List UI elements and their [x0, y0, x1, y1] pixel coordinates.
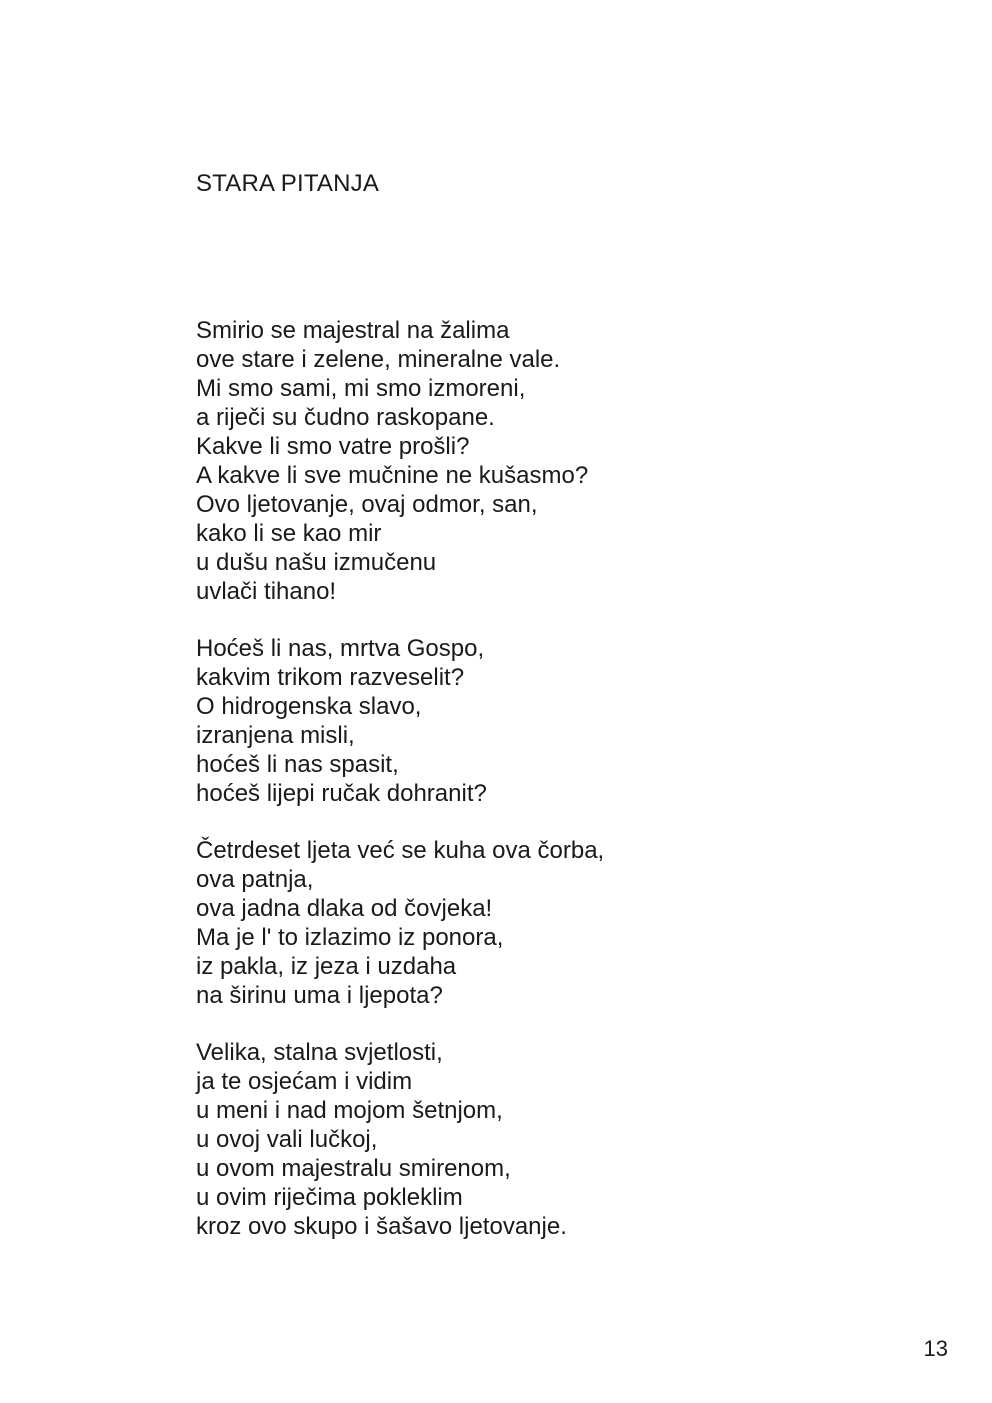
poem-line: ove stare i zelene, mineralne vale. — [196, 346, 561, 373]
poem-line: Velika, stalna svjetlosti, — [196, 1039, 443, 1066]
poem-line: u ovom majestralu smirenom, — [196, 1155, 511, 1182]
poem-line: hoćeš lijepi ručak dohranit? — [196, 780, 487, 807]
poem-line: Kakve li smo vatre prošli? — [196, 433, 470, 460]
stanza-1 — [196, 316, 836, 606]
poem-body — [196, 316, 836, 1269]
poem-line: Mi smo sami, mi smo izmoreni, — [196, 375, 526, 402]
poem-line: ja te osjećam i vidim — [196, 1068, 413, 1095]
poem-title: STARA PITANJA — [196, 170, 380, 197]
poem-line: kakvim trikom razveselit? — [196, 664, 465, 691]
poem-line: u meni i nad mojom šetnjom, — [196, 1097, 503, 1124]
poem-line: na širinu uma i ljepota? — [196, 982, 443, 1009]
poem-line: Četrdeset ljeta već se kuha ova čorba, — [196, 837, 605, 864]
poem-line: kroz ovo skupo i šašavo ljetovanje. — [196, 1213, 567, 1240]
poem-line: A kakve li sve mučnine ne kušasmo? — [196, 462, 589, 489]
poem-line: Ma je l' to izlazimo iz ponora, — [196, 924, 504, 951]
stanza-4 — [196, 1038, 836, 1241]
poem-line: izranjena misli, — [196, 722, 355, 749]
poem-line: ova patnja, — [196, 866, 314, 893]
poem-line: Ovo ljetovanje, ovaj odmor, san, — [196, 491, 538, 518]
poem-line: a riječi su čudno raskopane. — [196, 404, 495, 431]
poem-line: O hidrogenska slavo, — [196, 693, 422, 720]
poem-line: hoćeš li nas spasit, — [196, 751, 399, 778]
poem-line: iz pakla, iz jeza i uzdaha — [196, 953, 457, 980]
stanza-3 — [196, 836, 836, 1010]
poem-line: u ovoj vali lučkoj, — [196, 1126, 378, 1153]
poem-line: ova jadna dlaka od čovjeka! — [196, 895, 493, 922]
poem-line: Smirio se majestral na žalima — [196, 317, 510, 344]
stanza-2 — [196, 634, 836, 808]
poem-line: Hoćeš li nas, mrtva Gospo, — [196, 635, 485, 662]
poem-line: u ovim riječima pokleklim — [196, 1184, 463, 1211]
poem-line: kako li se kao mir — [196, 520, 382, 547]
poem-line: u dušu našu izmučenu — [196, 549, 437, 576]
page-number: 13 — [923, 1336, 948, 1361]
poem-line: uvlači tihano! — [196, 578, 337, 605]
